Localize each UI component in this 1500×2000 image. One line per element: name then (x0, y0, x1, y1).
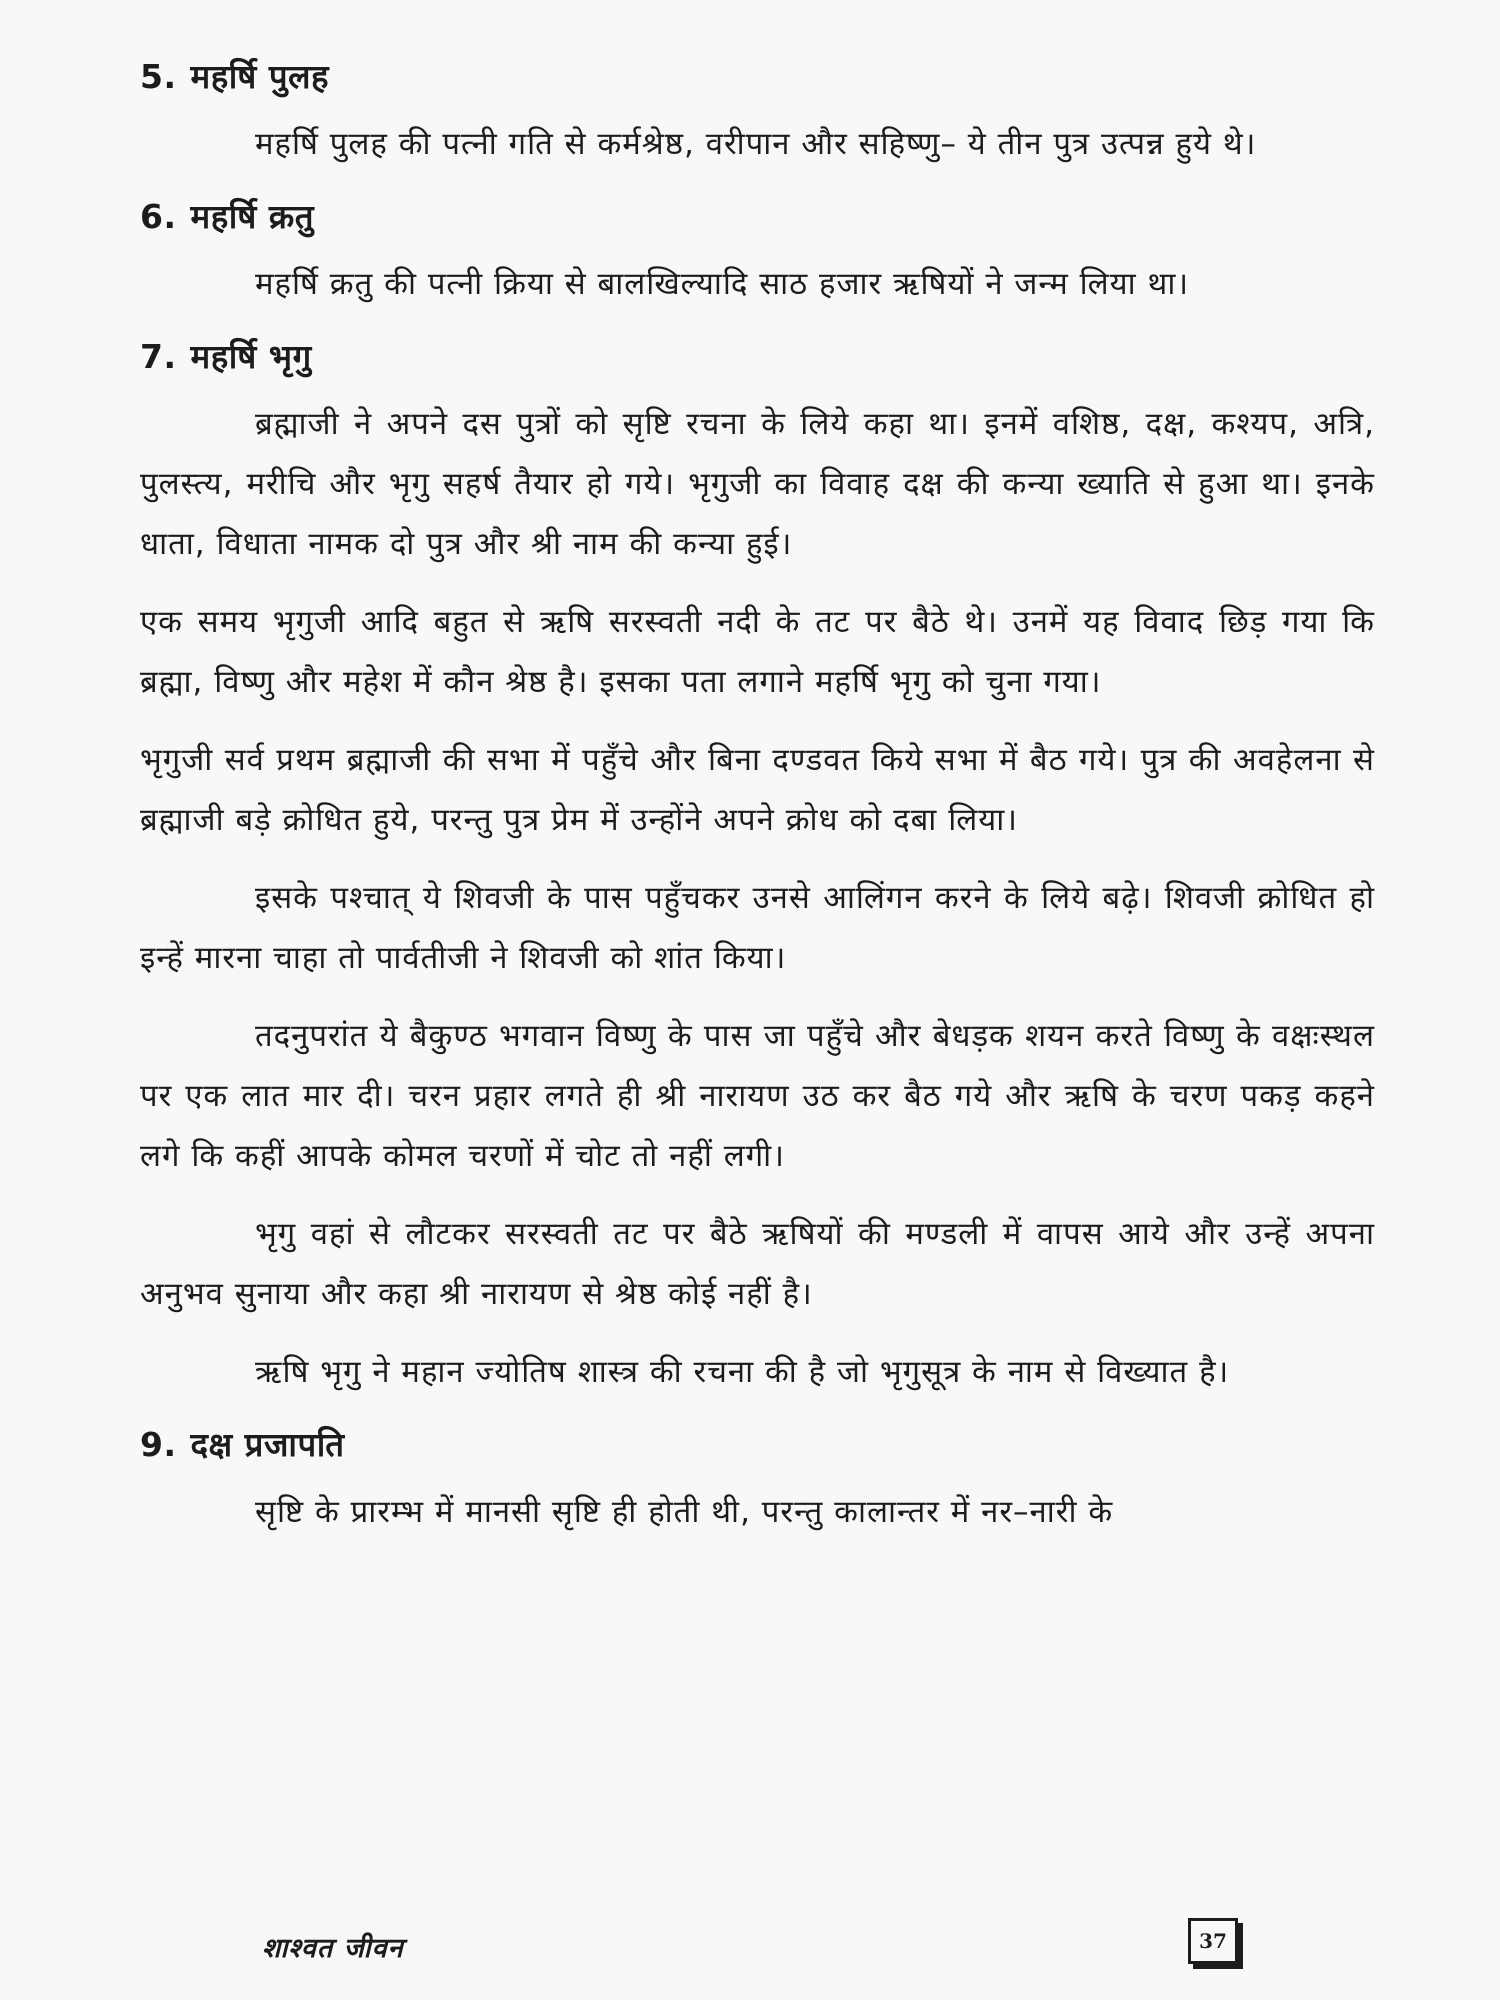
paragraph: सृष्टि के प्रारम्भ में मानसी सृष्टि ही होती थी, परन्तु कालान्तर में नर–नारी के (255, 1494, 1114, 1530)
paragraph: भृगु वहां से लौटकर सरस्वती तट पर बैठे ऋषियों की मण्डली में वापस आये और उन्हें अपना अनुभव सुनाया और कहा श्री नारायण से श्रेष्ठ कोई नहीं है। (140, 1216, 1375, 1312)
section-number: 9. (140, 1425, 177, 1464)
page-content (140, 52, 1375, 1560)
paragraph: ब्रह्माजी ने अपने दस पुत्रों को सृष्टि रचना के लिये कहा था। इनमें वशिष्ठ, दक्ष, कश्यप, अत्रि, पुलस्त्य, मरीचि और भृगु सहर्ष तैयार हो गये। भृगुजी का विवाह दक्ष की कन्या ख्याति से हुआ था। इनके धाता, विधाता नामक दो पुत्र और श्री नाम की कन्या हुई। (140, 406, 1375, 562)
paragraph: ऋषि भृगु ने महान ज्योतिष शास्त्र की रचना की है जो भृगुसूत्र के नाम से विख्यात है। (255, 1354, 1230, 1390)
section-heading-daksha (140, 1420, 1375, 1470)
section-heading-pulah (140, 52, 1375, 102)
section-heading-bhrigu (140, 332, 1375, 382)
paragraph: महर्षि पुलह की पत्नी गति से कर्मश्रेष्ठ, वरीपान और सहिष्णु– ये तीन पुत्र उत्पन्न हुये थे। (255, 126, 1257, 162)
section-title: महर्षि क्रतु (190, 197, 315, 236)
section-number: 6. (140, 197, 177, 236)
section-title: महर्षि भृगु (190, 337, 312, 376)
page-number: 37 (1188, 1918, 1238, 1964)
book-title: शाश्वत जीवन (262, 1933, 404, 1964)
paragraph: भृगुजी सर्व प्रथम ब्रह्माजी की सभा में पहुँचे और बिना दण्डवत किये सभा में बैठ गये। पुत्र की अवहेलना से ब्रह्माजी बड़े क्रोधित हुये, परन्तु पुत्र प्रेम में उन्होंने अपने क्रोध को दबा लिया। (140, 742, 1375, 838)
section-title: महर्षि पुलह (190, 57, 330, 96)
paragraph: तदनुपरांत ये बैकुण्ठ भगवान विष्णु के पास जा पहुँचे और बेधड़क शयन करते विष्णु के वक्षःस्थल पर एक लात मार दी। चरन प्रहार लगते ही श्री नारायण उठ कर बैठ गये और ऋषि के चरण पकड़ कहने लगे कि कहीं आपके कोमल चरणों में चोट तो नहीं लगी। (140, 1018, 1375, 1174)
section-heading-kratu (140, 192, 1375, 242)
paragraph: एक समय भृगुजी आदि बहुत से ऋषि सरस्वती नदी के तट पर बैठे थे। उनमें यह विवाद छिड़ गया कि ब्रह्मा, विष्णु और महेश में कौन श्रेष्ठ है। इसका पता लगाने महर्षि भृगु को चुना गया। (140, 604, 1375, 700)
paragraph: महर्षि क्रतु की पत्नी क्रिया से बालखिल्यादि साठ हजार ऋषियों ने जन्म लिया था। (255, 266, 1190, 302)
section-number: 7. (140, 337, 177, 376)
section-title: दक्ष प्रजापति (190, 1425, 345, 1464)
paragraph: इसके पश्चात् ये शिवजी के पास पहुँचकर उनसे आलिंगन करने के लिये बढ़े। शिवजी क्रोधित हो इन्हें मारना चाहा तो पार्वतीजी ने शिवजी को शांत किया। (140, 880, 1375, 976)
section-number: 5. (140, 57, 177, 96)
